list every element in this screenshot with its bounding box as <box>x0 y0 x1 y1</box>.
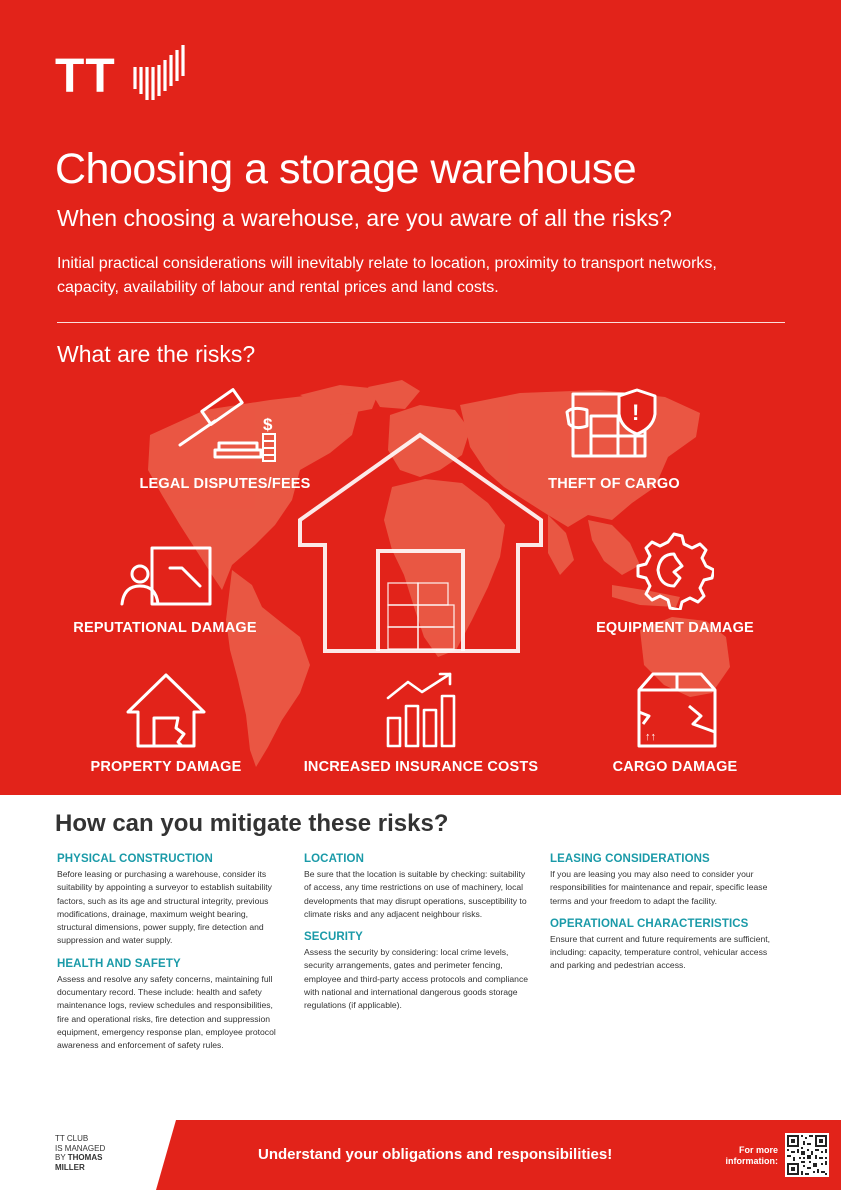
section-title-physical: PHYSICAL CONSTRUCTION <box>57 853 213 865</box>
qr-code-icon[interactable] <box>785 1133 829 1177</box>
section-title-leasing: LEASING CONSIDERATIONS <box>550 853 710 865</box>
damaged-box-icon <box>635 670 719 748</box>
svg-text:↑↑: ↑↑ <box>645 731 656 743</box>
more-info-line-1: For more <box>738 1145 778 1155</box>
intro-paragraph: Initial practical considerations will inevitably relate to location, proximity to transport networks, capacity, availability of labour and rental prices and land costs. <box>57 255 717 296</box>
page-title: Choosing a storage warehouse <box>55 145 637 193</box>
risk-label-cargo: CARGO DAMAGE <box>612 759 738 775</box>
section-body-operational: Ensure that current and future requirements are sufficient, including: capacity, temperature control, vehicular access and parking and pedestrian access. <box>550 933 771 971</box>
risk-label-reputational: REPUTATIONAL DAMAGE <box>73 620 257 636</box>
club-line-3-prefix: BY <box>55 1153 66 1162</box>
column-middle <box>304 853 532 1023</box>
section-body-location: Be sure that the location is suitable by checking: suitability of access, any time restrictions on use of machinery, local developments that may disrupt operations, susceptibility to climate risks and any adjacent neighbour risks. <box>304 869 527 919</box>
risk-label-insurance: INCREASED INSURANCE COSTS <box>303 759 539 775</box>
rising-bars-icon <box>384 670 458 748</box>
mitigation-heading: How can you mitigate these risks? <box>55 810 449 837</box>
section-title-security: SECURITY <box>304 931 363 944</box>
risk-label-equipment: EQUIPMENT DAMAGE <box>596 620 754 636</box>
footer-tagline: Understand your obligations and responsibilities! <box>258 1146 613 1163</box>
section-title-health: HEALTH AND SAFETY <box>57 957 181 970</box>
club-line-2: IS MANAGED <box>55 1143 106 1153</box>
more-info-line-2: information: <box>725 1156 778 1166</box>
more-info-label <box>712 1145 778 1167</box>
section-title-operational: OPERATIONAL CHARACTERISTICS <box>550 917 749 930</box>
section-body-health: Assess and resolve any safety concerns, maintaining full documentary record. These include: health and safety maintenance logs, review schedules and responsibilities, fire and operational risks, fire detection and suppression equipment, emergency response plan, employee protocol awareness and enforcement of safety rules. <box>57 973 276 1051</box>
page-subtitle: When choosing a warehouse, are you aware of all the risks? <box>57 205 672 231</box>
club-line-3-bold: THOMAS <box>67 1153 103 1162</box>
svg-text:$: $ <box>263 415 273 434</box>
theft-icon <box>565 386 665 466</box>
divider <box>57 322 785 323</box>
managed-by-credit <box>55 1134 105 1172</box>
risk-label-theft: THEFT OF CARGO <box>548 476 680 492</box>
risk-label-property: PROPERTY DAMAGE <box>90 759 242 775</box>
logo-bars-icon <box>133 45 193 105</box>
gavel-icon <box>175 385 280 465</box>
risk-label-legal: LEGAL DISPUTES/FEES <box>139 476 311 492</box>
tt-logo <box>55 45 190 105</box>
person-chart-icon <box>118 544 216 608</box>
section-body-security: Assess the security by considering: local crime levels, security arrangements, gates and perimeter fencing, employee and third-party access protocols and compliance with national and international dangerous goods storage regulations (if applicable). <box>304 947 529 1011</box>
column-right <box>550 853 778 983</box>
section-body-leasing: If you are leasing you may also need to consider your responsibilities for maintenance and repair, specific lease terms and your freedom to adapt the facility. <box>550 869 768 906</box>
club-line-3 <box>55 1153 105 1163</box>
section-title-location: LOCATION <box>304 853 364 865</box>
logo-text: TT <box>55 50 116 103</box>
risks-heading: What are the risks? <box>57 341 256 367</box>
club-line-1: TT CLUB <box>55 1134 89 1143</box>
broken-gear-icon <box>634 530 714 610</box>
footer <box>0 1120 841 1190</box>
cracked-house-icon <box>126 672 206 748</box>
column-left <box>57 853 285 1063</box>
club-line-4: MILLER <box>55 1162 85 1172</box>
svg-text:!: ! <box>632 400 640 425</box>
section-body-physical: Before leasing or purchasing a warehouse, consider its suitability by appointing a surveyor to establish suitability factors, such as its age and structural integrity, previous modifications, drainage, maximum weight bearing, structural dimensions, power supply, fire detection and suppression and water supply. <box>57 869 272 946</box>
